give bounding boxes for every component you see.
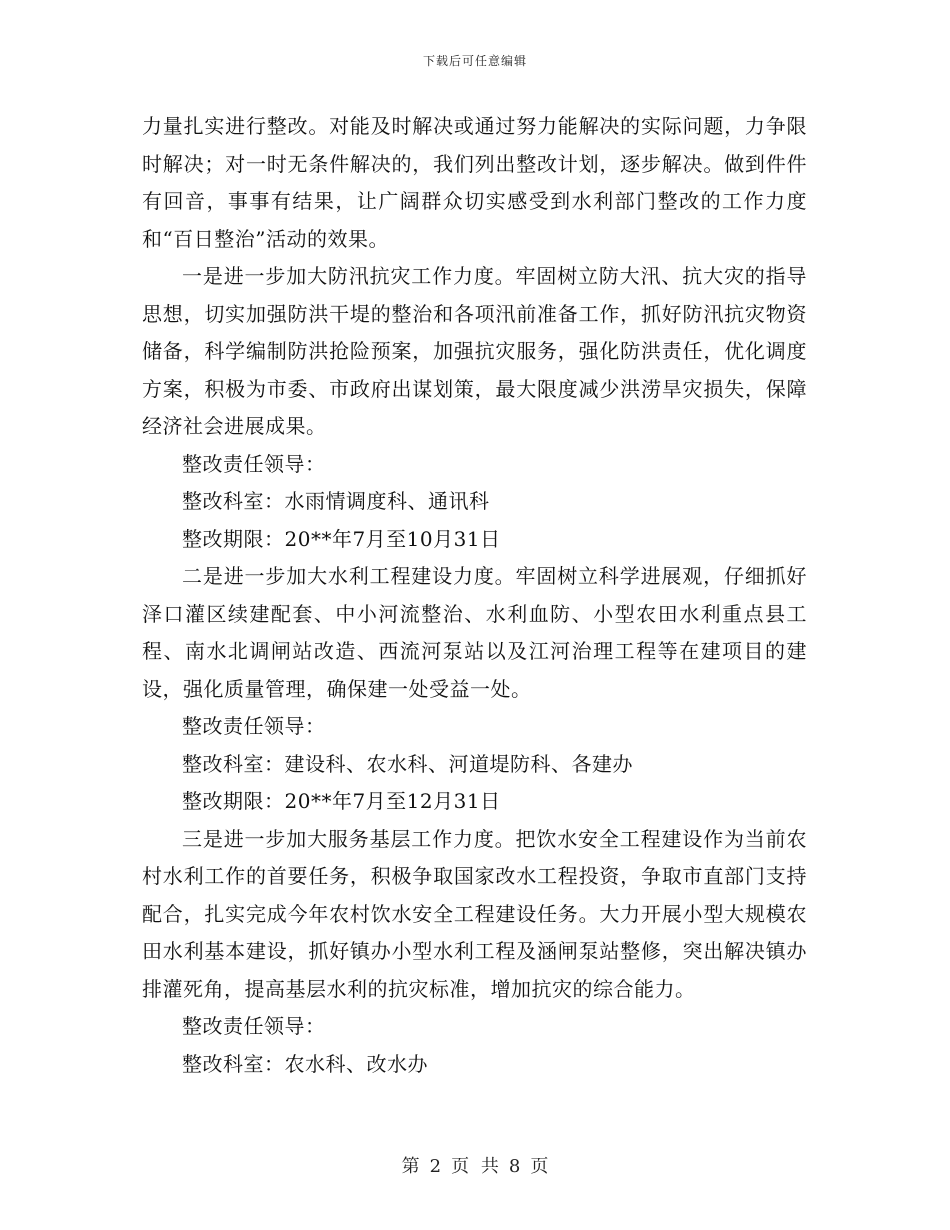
paragraph-continuation: 力量扎实进行整改。对能及时解决或通过努力能解决的实际问题，力争限时解决；对一时无条件解决的，我们列出整改计划，逐步解决。做到件件有回音，事事有结果，让广阔群众切实感受到水利部门整改的工作力度和“百日整治”活动的效果。 (142, 114, 807, 251)
responsible-dept-3: 整改科室：农水科、改水办 (182, 1051, 428, 1076)
paragraph-water-projects: 二是进一步加大水利工程建设力度。牢固树立科学进展观，仔细抓好泽口灌区续建配套、中小河流整治、水利血防、小型农田水利重点县工程、南水北调闸站改造、西流河泵站以及江河治理工程等在建项目的建设，强化质量管理，确保建一处受益一处。 (142, 564, 807, 701)
deadline-1: 整改期限：20**年7月至10月31日 (182, 526, 501, 551)
paragraph-flood-control: 一是进一步加大防汛抗灾工作力度。牢固树立防大汛、抗大灾的指导思想，切实加强防洪干堤的整治和各项汛前准备工作，抓好防汛抗灾物资储备，科学编制防洪抢险预案，加强抗灾服务，强化防洪责任，优化调度方案，积极为市委、市政府出谋划策，最大限度减少洪涝旱灾损失，保障经济社会进展成果。 (142, 264, 807, 438)
footer-mid: 页 共 (451, 1156, 499, 1177)
deadline-2: 整改期限：20**年7月至12月31日 (182, 789, 501, 813)
paragraph-grassroots-service: 三是进一步加大服务基层工作力度。把饮水安全工程建设作为当前农村水利工作的首要任务，积极争取国家改水工程投资，争取市直部门支持配合，扎实完成今年农村饮水安全工程建设任务。大力开展小型大规模农田水利基本建设，抓好镇办小型水利工程及涵闸泵站整修，突出解决镇办排灌死角，提高基层水利的抗灾标准，增加抗灾的综合能力。 (142, 826, 807, 1001)
footer-suffix: 页 (530, 1156, 549, 1177)
page-footer (0, 1152, 950, 1178)
total-page-number: 8 (508, 1156, 521, 1177)
responsible-dept-2: 整改科室：建设科、农水科、河道堤防科、各建办 (182, 751, 633, 776)
page-header: 下载后可任意编辑 (422, 54, 527, 68)
responsible-leader-3: 整改责任领导： (182, 1014, 326, 1038)
current-page-number: 2 (429, 1156, 442, 1177)
footer-prefix: 第 (401, 1156, 420, 1177)
responsible-dept-1: 整改科室：水雨情调度科、通讯科 (182, 489, 490, 513)
responsible-leader-2: 整改责任领导： (182, 714, 326, 738)
responsible-leader-1: 整改责任领导： (182, 451, 326, 476)
document-body (142, 108, 807, 1083)
